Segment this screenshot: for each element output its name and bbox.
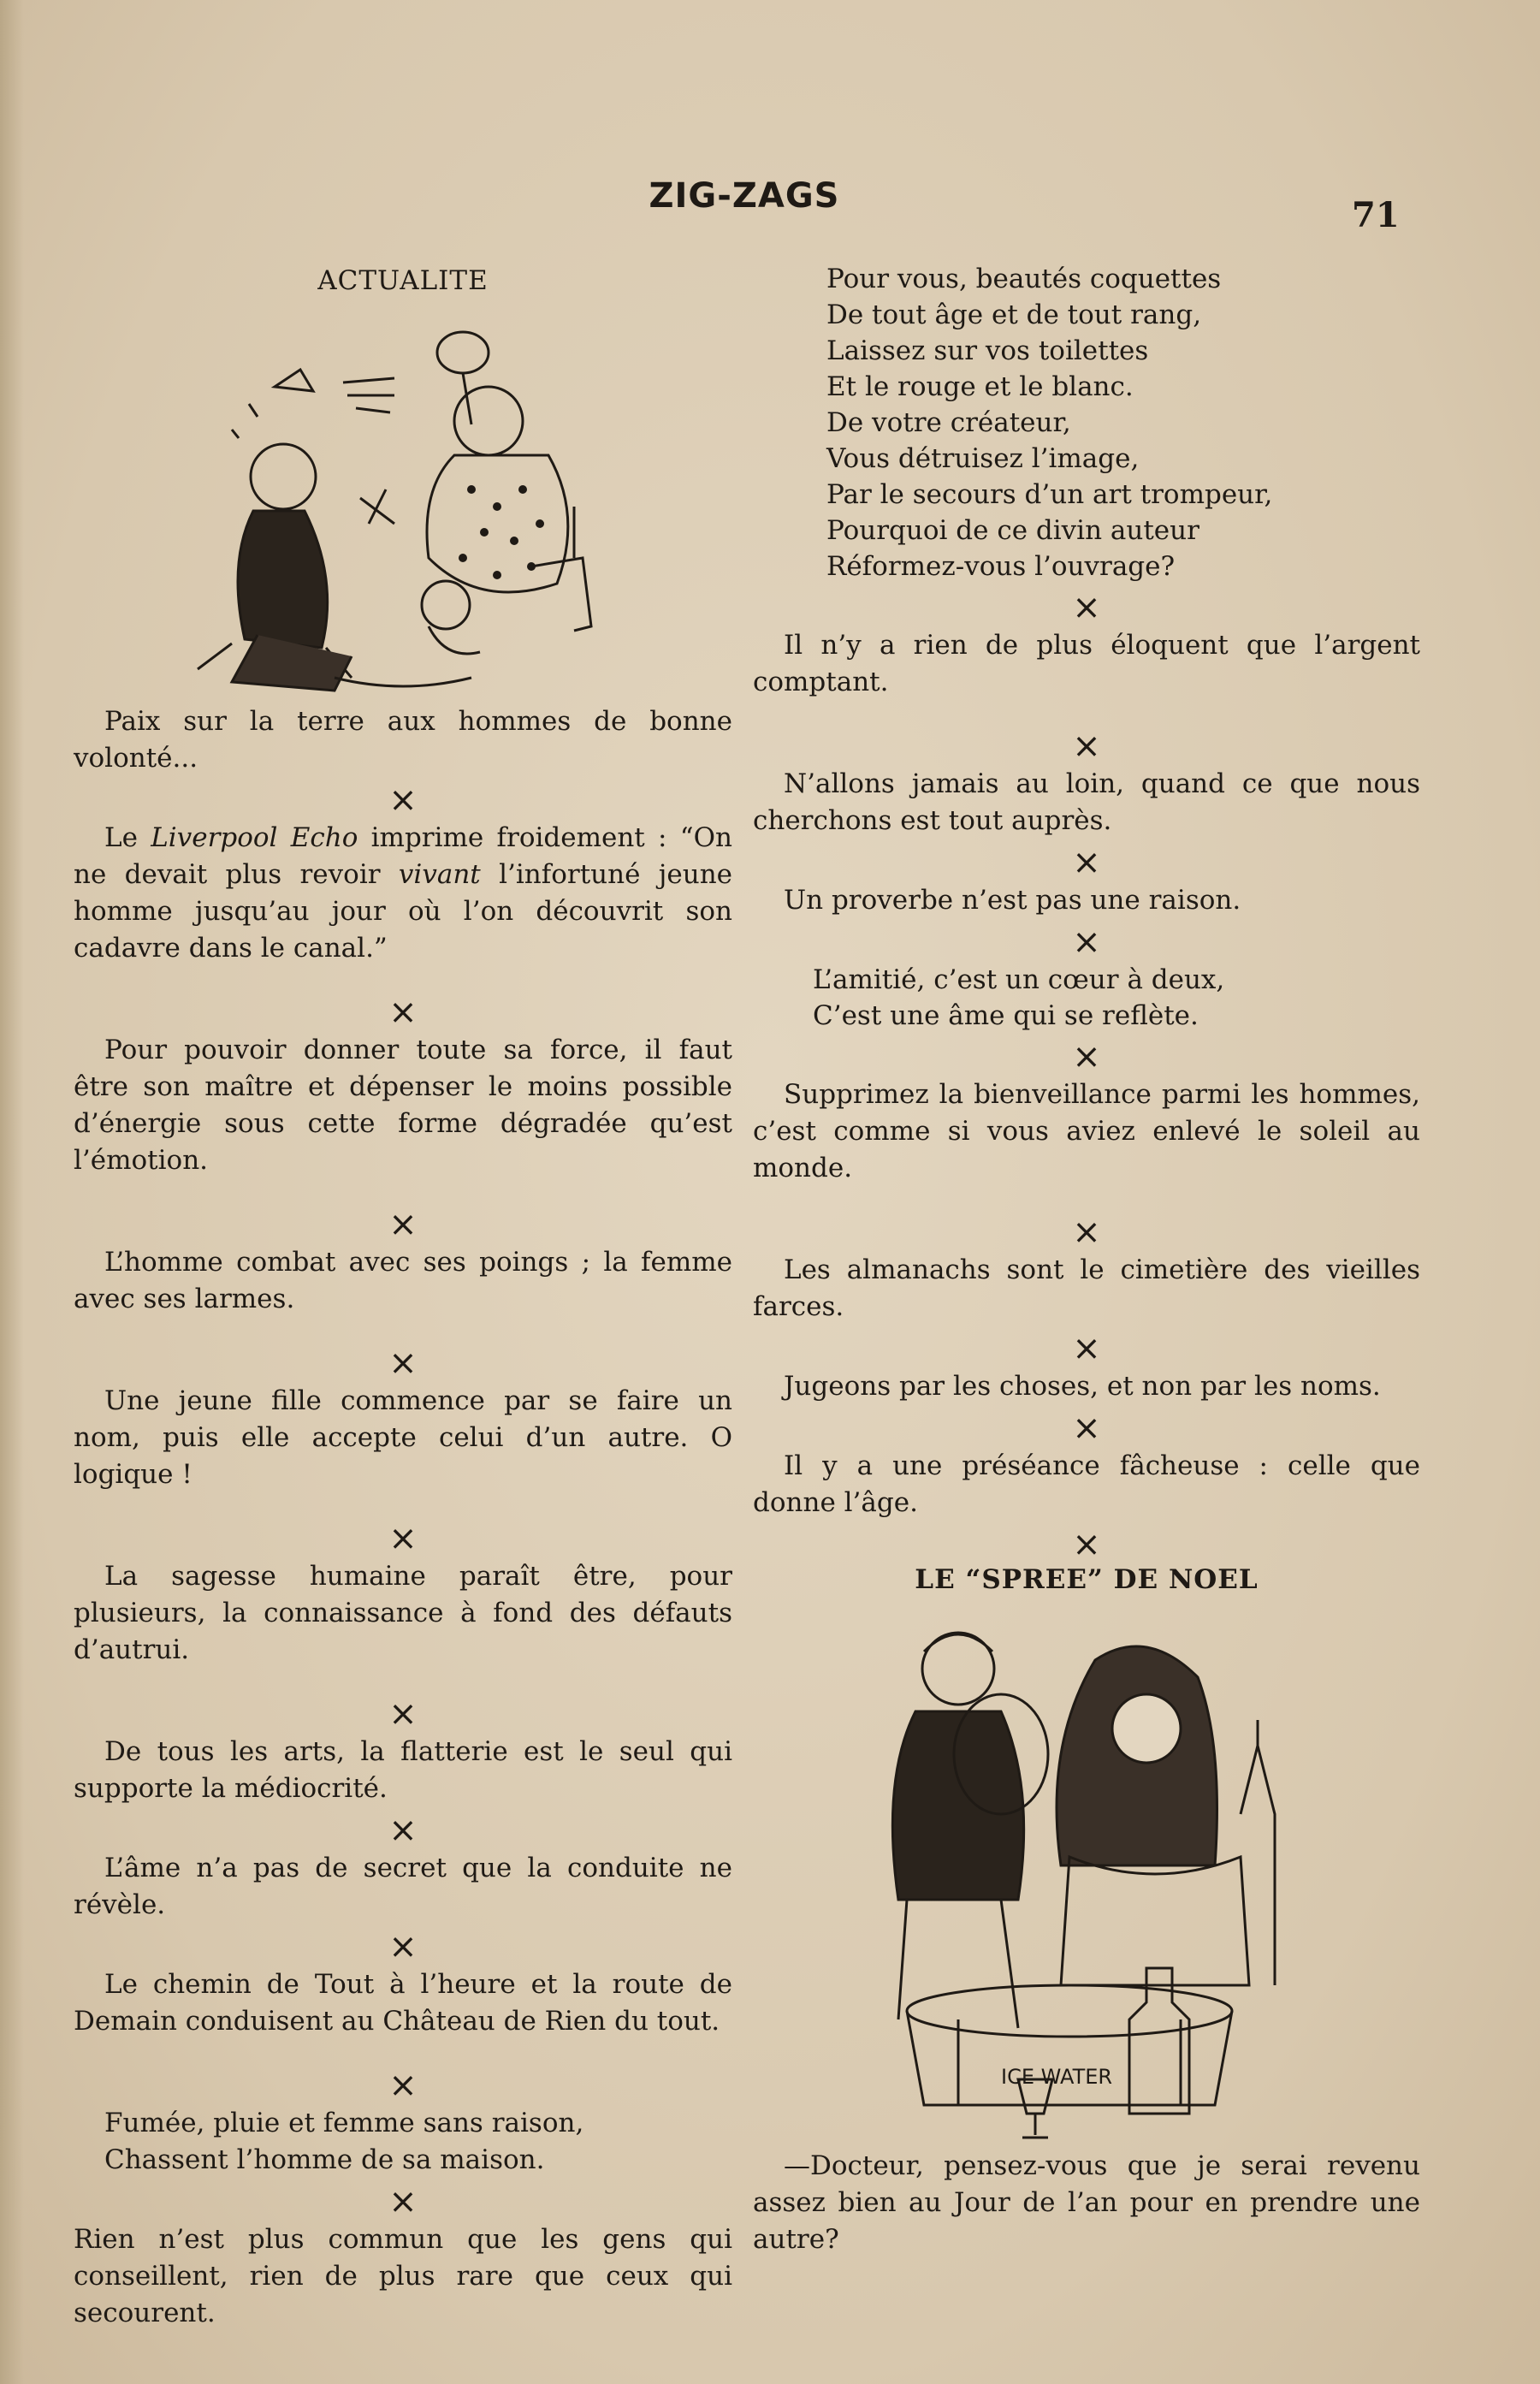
separator-mark: × [1072, 588, 1101, 627]
separator-mark: × [388, 1694, 418, 1734]
separator-mark: × [1072, 1329, 1101, 1368]
separator-mark: × [388, 1343, 418, 1383]
maxim: Supprimez la bienveillance parmi les hommes, c’est comme si vous aviez enlevé le soleil au monde. [753, 1079, 1420, 1183]
maxim: N’allons jamais au loin, quand ce que nous cherchons est tout auprès. [753, 768, 1420, 836]
maxim: Un proverbe n’est pas une raison. [784, 885, 1241, 916]
maxim: L’âme n’a pas de secret que la conduite ne révèle. [74, 1853, 732, 1920]
cartoon-doctor-ice-water-icon [830, 1600, 1343, 2148]
separator-mark: × [388, 1811, 418, 1850]
maxim: Il n’y a rien de plus éloquent que l’argent comptant. [753, 630, 1420, 697]
maxim: Rien n’est plus commun que les gens qui conseillent, rien de plus rare que ceux qui secourent. [74, 2224, 732, 2328]
page-edge-shadow [0, 0, 24, 2384]
maxim: L’homme combat avec ses poings ; la femme avec ses larmes. [74, 1247, 732, 1314]
separator-mark: × [1072, 1037, 1101, 1076]
separator-mark: × [388, 780, 418, 820]
maxim: Le chemin de Tout à l’heure et la route de Demain conduisent au Château de Rien du tout. [74, 1969, 732, 2037]
maxim: La sagesse humaine paraît être, pour plusieurs, la connaissance à fond des défauts d’autrui. [74, 1561, 732, 1665]
separator-mark: × [1072, 843, 1101, 882]
separator-mark: × [1072, 1213, 1101, 1252]
right-column [753, 261, 1420, 2258]
maxim: Il y a une préséance fâcheuse : celle que donne l’âge. [753, 1450, 1420, 1518]
separator-mark: × [1072, 1525, 1101, 1564]
maxim: Jugeons par les choses, et non par les noms. [784, 1371, 1381, 1402]
section-title-actualite: ACTUALITE [317, 265, 489, 296]
separator-mark: × [388, 1927, 418, 1966]
illustration-caption: —Docteur, pensez-vous que je serai revenu assez bien au Jour de l’an pour en prendre une autre? [753, 2150, 1420, 2255]
couplet: Fumée, pluie et femme sans raison, Chassent l’homme de sa maison. [104, 2108, 584, 2175]
maxim: Pour pouvoir donner toute sa force, il faut être son maître et dépenser le moins possible d’énergie sous cette forme dégradée qu’est l’émotion. [74, 1035, 732, 1176]
separator-mark: × [1072, 1408, 1101, 1448]
separator-mark: × [1072, 922, 1101, 962]
running-title: ZIG-ZAGS [649, 176, 840, 216]
cartoon-couple-quarrel-icon [146, 301, 660, 703]
separator-mark: × [388, 2066, 418, 2105]
page-number: 71 [1352, 195, 1400, 235]
poem: Pour vous, beautés coquettes De tout âge et de tout rang, Laissez sur vos toilettes Et le rouge et le blanc. De votre créateur, Vous détruisez l’image, Par le secours d’un art trompeur, Pourquoi de ce divin auteur Réformez-vous l’ouvrage? [826, 264, 1273, 582]
left-column [74, 265, 732, 2332]
ice-water-label: ICE WATER [1001, 2065, 1113, 2089]
maxim: De tous les arts, la flatterie est le seul qui supporte la médiocrité. [74, 1736, 732, 1804]
separator-mark: × [388, 1205, 418, 1244]
maxim: Les almanachs sont le cimetière des vieilles farces. [753, 1254, 1420, 1322]
separator-mark: × [388, 993, 418, 1032]
liverpool-echo-quote: Le Liverpool Echo imprime froidement : “On ne devait plus revoir vivant l’infortuné jeune homme jusqu’au jour où l’on découvrit son cadavre dans le canal.” [74, 822, 732, 964]
maxim: Une jeune fille commence par se faire un nom, puis elle accepte celui d’un autre. O logique ! [74, 1385, 732, 1490]
intro-text: Paix sur la terre aux hommes de bonne volonté... [74, 706, 732, 774]
friendship-couplet: L’amitié, c’est un cœur à deux, C’est une âme qui se reflète. [813, 964, 1225, 1031]
separator-mark: × [388, 1519, 418, 1558]
separator-mark: × [1072, 726, 1101, 766]
section-title-spree: LE “SPREE” DE NOEL [915, 1564, 1259, 1595]
separator-mark: × [388, 2182, 418, 2221]
